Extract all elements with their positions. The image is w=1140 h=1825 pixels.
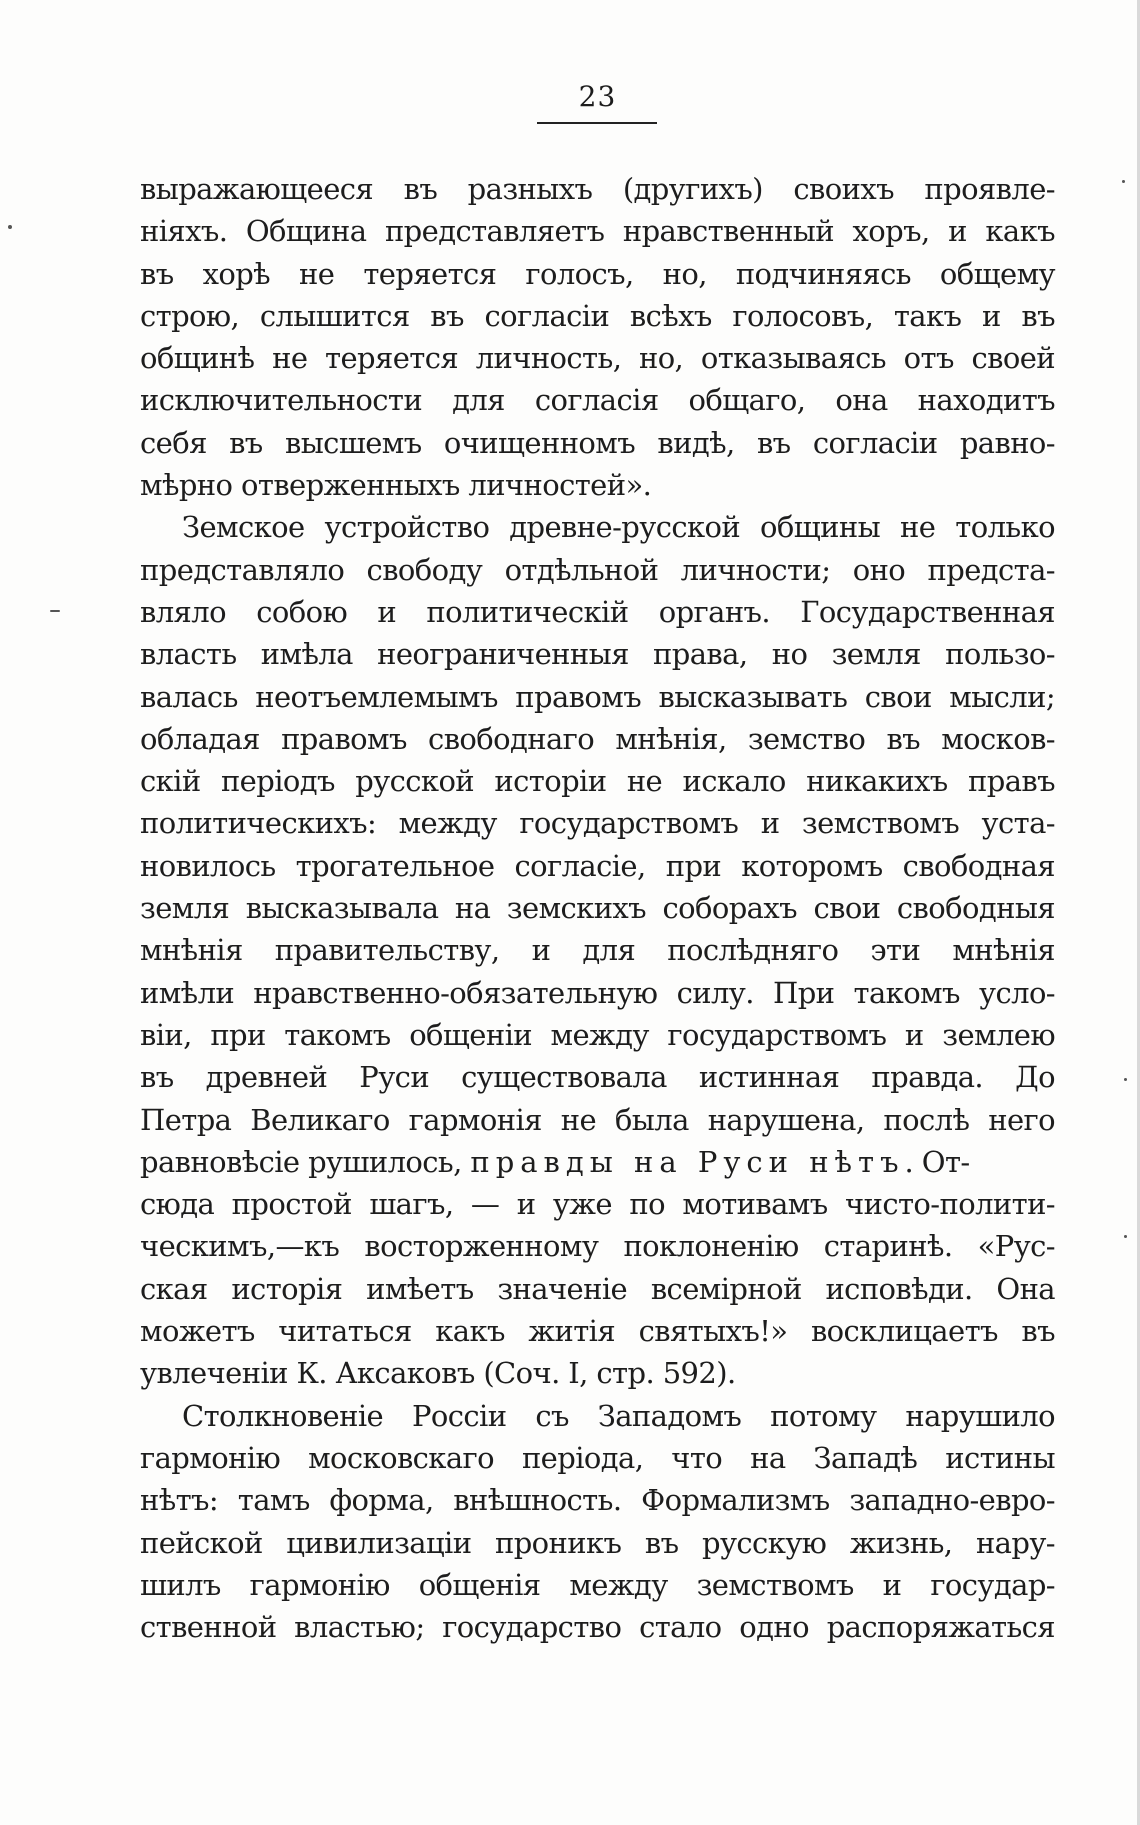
- text-line: Столкновеніе Россіи съ Западомъ потому нарушило: [182, 1398, 1055, 1433]
- text-line: обладая правомъ свободнаго мнѣнія, земство въ москов-: [140, 721, 1055, 756]
- text-line: ніяхъ. Община представляетъ нравственный хоръ, и какъ: [140, 214, 1055, 249]
- text-line: увлеченіи К. Аксаковъ (Соч. I, стр. 592).: [140, 1356, 736, 1391]
- text-line: ственной властью; государство стало одно распоряжаться: [140, 1610, 1055, 1645]
- text-line: можетъ читаться какъ житія святыхъ!» восклицаетъ въ: [140, 1314, 1055, 1349]
- text-line: строю, слышится въ согласіи всѣхъ голосовъ, такъ и въ: [140, 298, 1055, 333]
- paragraph-2: [140, 506, 1055, 1394]
- text-line: общинѣ не теряется личность, но, отказываясь отъ своей: [140, 341, 1055, 376]
- scan-speck: [1122, 180, 1125, 183]
- text-line: выражающееся въ разныхъ (другихъ) своихъ проявле-: [140, 172, 1055, 206]
- text-line: пейской цивилизаціи проникъ въ русскую жизнь, нару-: [140, 1525, 1055, 1560]
- text-line: себя въ высшемъ очищенномъ видѣ, въ согласіи равно-: [140, 425, 1055, 460]
- text-line: скій періодъ русской исторіи не искало никакихъ правъ: [140, 764, 1055, 799]
- text-line: въ хорѣ не теряется голосъ, но, подчиняясь общему: [140, 256, 1055, 291]
- text-line: власть имѣла неограниченныя права, но земля пользо-: [140, 637, 1055, 672]
- text-line: Петра Великаго гармонія не была нарушена, послѣ него: [140, 1102, 1055, 1137]
- page-number: 23: [578, 80, 617, 113]
- text-line: представляло свободу отдѣльной личности; оно предста-: [140, 552, 1055, 587]
- text-line: віи, при такомъ общеніи между государствомъ и землею: [140, 1017, 1055, 1052]
- text-line: Земское устройство древне-русской общины не только: [182, 510, 1055, 545]
- text-line: исключительности для согласія общаго, она находитъ: [140, 383, 1055, 418]
- text-line: сюда простой шагъ, — и уже по мотивамъ чисто-полити-: [140, 1187, 1055, 1222]
- text-line: ская исторія имѣетъ значеніе всемірной исповѣди. Она: [140, 1271, 1055, 1306]
- text-line: вляло собою и политическій органъ. Государственная: [140, 594, 1055, 629]
- text-line: земля высказывала на земскихъ соборахъ свои свободныя: [140, 891, 1055, 926]
- text-line: новилось трогательное согласіе, при которомъ свободная: [140, 848, 1055, 883]
- text-line: въ древней Руси существовала истинная правда. До: [140, 1060, 1055, 1095]
- paragraph-1: [140, 168, 1055, 506]
- text-fragment: равновѣсіе рушилось,: [140, 1144, 471, 1179]
- text-line: [140, 1141, 1055, 1183]
- text-line: мнѣнія правительству, и для послѣдняго эти мнѣнія: [140, 933, 1055, 968]
- scan-speck: [1124, 1235, 1127, 1238]
- text-fragment: . От-: [904, 1144, 970, 1179]
- text-line: гармонію московскаго періода, что на Западѣ истины: [140, 1440, 1055, 1475]
- text-line: мѣрно отверженныхъ личностей».: [140, 468, 652, 503]
- body-text: [140, 168, 1055, 1648]
- text-line: имѣли нравственно-обязательную силу. При такомъ усло-: [140, 975, 1055, 1010]
- scan-speck: [8, 225, 12, 229]
- text-line: валась неотъемлемымъ правомъ высказывать свои мысли;: [140, 679, 1055, 714]
- text-line: нѣтъ: тамъ форма, внѣшность. Формализмъ западно-евро-: [140, 1483, 1055, 1518]
- scan-speck: [1124, 1078, 1127, 1081]
- text-line: ческимъ,—къ восторженному поклоненію старинѣ. «Рус-: [140, 1229, 1055, 1264]
- emphasized-phrase: правды на Руси нѣтъ: [470, 1144, 905, 1179]
- text-line: шилъ гармонію общенія между земствомъ и государ-: [140, 1567, 1055, 1602]
- text-line: политическихъ: между государствомъ и земствомъ уста-: [140, 806, 1055, 841]
- scan-speck: [50, 610, 60, 612]
- page-number-underline: [537, 122, 657, 124]
- paragraph-3: [140, 1395, 1055, 1649]
